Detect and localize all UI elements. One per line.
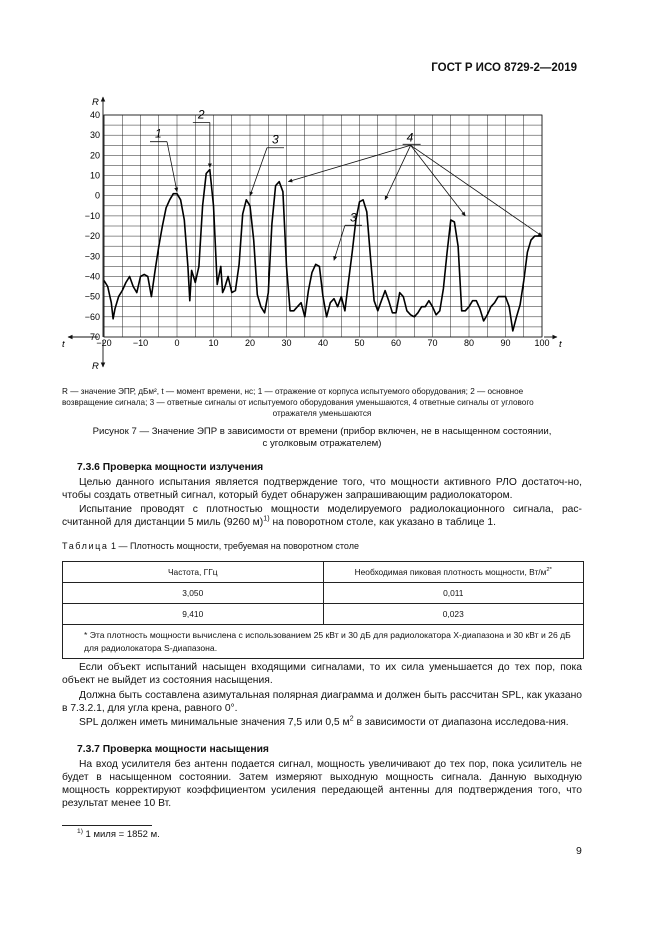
figure-caption: Рисунок 7 — Значение ЭПР в зависимости от времени (прибор включен, не в насыщенном состоянии, с уголковым отражателем) xyxy=(92,426,552,449)
table-header-density: Необходимая пиковая плотность мощности, $Вт/м^{2*}$ xyxy=(323,562,584,583)
x-tick-label: 10 xyxy=(208,338,219,348)
y-tick-label: −30 xyxy=(84,251,100,262)
callout-label: 3 xyxy=(272,132,279,147)
y-tick-label: −10 xyxy=(84,210,100,221)
table-row: 3,050 0,011 xyxy=(63,583,584,604)
para-polar-diagram: Должна быть составлена азимутальная полярная диаграмма и должен быть рассчитан SPL, как указано в 7.3.2.1, для угла крена, равного 0°. xyxy=(62,690,582,714)
x-axis-label-left: t xyxy=(62,339,65,350)
section-7-3-6-heading: 7.3.6 Проверка мощности излучения xyxy=(77,462,264,473)
section-7-3-7-para: На вход усилителя без антенн подается сигнал, мощность увеличивают до тех пор, пока усилитель не будет в насыщенном состоянии. Затем измеряют выходную мощность сигнала. Данную выходную мощность корректируют коэффициентом усиления передающей антенны для подтверждения того, что результат менее 10 Вт. xyxy=(62,759,582,809)
x-tick-label: 30 xyxy=(281,338,292,348)
x-axis-label: t xyxy=(559,339,562,350)
footnote-divider xyxy=(62,825,152,826)
y-tick-label: −70 xyxy=(84,332,100,342)
y-tick-label: −50 xyxy=(84,291,100,302)
callout-label: 4 xyxy=(406,130,414,145)
figure-legend: R — значение ЭПР, дБм², t — момент времени, нс; 1 — отражение от корпуса испытуемого оборудования; 2 — основное возвращение сигнала; 3 — ответные сигналы от испытуемого оборудования уменьшаются, 4 ответные сигналы от углового отражателя уменьшаются xyxy=(62,387,534,418)
x-tick-label: −20 xyxy=(96,338,112,348)
y-tick-labels xyxy=(85,110,100,342)
para-saturation: Если объект испытаний насыщен входящими сигналами, то их сила уменьшается до тех пор, пока объект не выйдет из состояния насыщения. xyxy=(62,662,582,686)
section-7-3-7-heading: 7.3.7 Проверка мощности насыщения xyxy=(77,744,269,755)
x-tick-label: −10 xyxy=(132,338,149,348)
para-spl: SPL должен иметь минимальные значения 7,5 или 0,5 $м^2$ в зависимости от диапазона исследова-ния. xyxy=(79,713,569,728)
footnote: $^{1)}$ 1 миля = 1852 м. xyxy=(77,827,160,840)
x-tick-label: 40 xyxy=(317,338,329,348)
x-tick-label: 80 xyxy=(463,338,475,348)
callout-arrow xyxy=(288,145,410,181)
page-number: 9 xyxy=(576,845,582,857)
section-7-3-6-para2: Испытание проводят с плотностью мощности моделируемого радиолокационного сигнала, рас-считанной для дистанции 5 миль (9260 м)$^{1)}$ на поворотном столе, как указано в таблице 1. xyxy=(62,504,582,528)
y-tick-label: 20 xyxy=(89,150,100,161)
callout-label: 2 xyxy=(197,107,205,122)
y-axis-label-lower: R xyxy=(92,361,99,372)
callout-arrow xyxy=(411,145,542,236)
callout-arrow xyxy=(250,148,267,196)
chart-grid xyxy=(104,115,542,337)
y-tick-label: −40 xyxy=(84,271,100,282)
chart-annotations xyxy=(150,107,542,260)
y-tick-label: 10 xyxy=(89,170,100,181)
x-tick-label: 70 xyxy=(427,338,438,348)
section-7-3-6-para1: Целью данного испытания является подтверждение того, что мощности активного РЛО достаточ-но, чтобы создать ответный сигнал, который будет обнаружен запрашивающим радиолокатором. xyxy=(62,477,582,501)
x-tick-label: 0 xyxy=(174,338,180,348)
callout-arrow xyxy=(334,225,345,260)
callout-arrow xyxy=(167,142,177,192)
table-title: Таблица 1 — Плотность мощности, требуемая на поворотном столе xyxy=(62,541,359,551)
callout-label: 1 xyxy=(155,126,162,141)
table-power-density xyxy=(62,561,584,659)
y-tick-label: −60 xyxy=(84,311,100,322)
x-tick-label: 20 xyxy=(244,338,256,348)
y-tick-label: 30 xyxy=(89,130,100,141)
callout-arrow xyxy=(411,145,466,216)
table-header-frequency: Частота, ГГц xyxy=(63,562,324,583)
x-tick-label: 60 xyxy=(390,338,402,348)
x-tick-label: 90 xyxy=(500,338,511,348)
y-tick-label: −20 xyxy=(84,231,100,242)
rcs-time-chart xyxy=(0,0,661,380)
callout-label: 3 xyxy=(349,210,357,225)
y-tick-label: 0 xyxy=(94,190,100,201)
x-tick-label: 50 xyxy=(354,338,365,348)
x-tick-labels xyxy=(96,338,549,348)
callout-arrow xyxy=(385,145,411,199)
table-footnote: * Эта плотность мощности вычислена с использованием 25 кВт и 30 дБ для радиолокатора X-диапазона и 30 кВт и 26 дБ для радиолокатора S-диапазона. xyxy=(63,625,584,659)
x-tick-label: 100 xyxy=(534,338,550,348)
standard-header: ГОСТ Р ИСО 8729-2—2019 xyxy=(431,62,577,74)
y-tick-label: 40 xyxy=(89,110,100,120)
table-row: 9,410 0,023 xyxy=(63,604,584,625)
y-axis-label: R xyxy=(92,97,99,108)
